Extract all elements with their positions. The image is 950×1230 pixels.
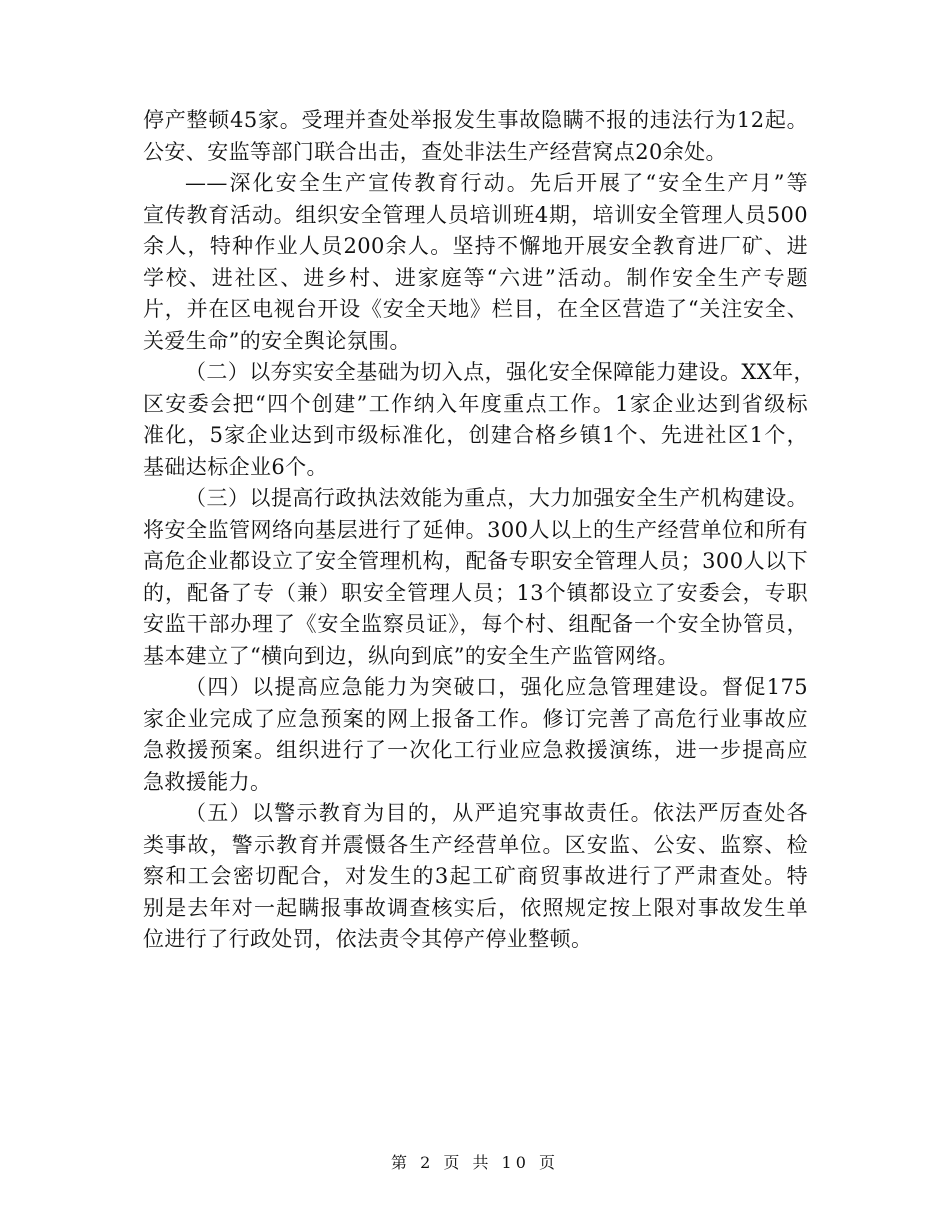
paragraph-5 (143, 672, 808, 798)
text-line: 别是去年对一起瞒报事故调查核实后，依照规定按上限对事故发生单 (143, 895, 808, 920)
text-line: 家企业完成了应急预案的网上报备工作。修订完善了高危行业事故应 (143, 706, 808, 731)
text-line: （五）以警示教育为目的，从严追究事故责任。依法严厉查处各 (185, 801, 808, 825)
text-line: 学校、进社区、进乡村、进家庭等“六进”活动。制作安全生产专题 (143, 265, 808, 290)
text-line: 关爱生命”的安全舆论氛围。 (143, 328, 411, 353)
text-line: 停产整顿45家。受理并查处举报发生事故隐瞒不报的违法行为12起。 (143, 108, 808, 132)
text-line: 宣传教育活动。组织安全管理人员培训班4期，培训安全管理人员500 (143, 202, 808, 227)
paragraph-3 (143, 357, 815, 483)
text-line: 安监干部办理了《安全监察员证》，每个村、组配备一个安全协管员， (143, 612, 808, 636)
text-line: 片，并在区电视台开设《安全天地》栏目，在全区营造了“关注安全、 (143, 297, 808, 321)
text-line: 基础达标企业6个。 (143, 454, 328, 479)
page-number-footer: 第 2 页 共 10 页 (391, 1153, 559, 1172)
document-body (143, 105, 815, 956)
text-line: 公安、安监等部门联合出击，查处非法生产经营窝点20余处。 (143, 139, 727, 164)
paragraph-4 (143, 483, 808, 672)
paragraph-1 (143, 105, 808, 168)
text-line: 察和工会密切配合，对发生的3起工矿商贸事故进行了严肃查处。特 (143, 864, 808, 888)
text-line: ——深化安全生产宣传教育行动。先后开展了“安全生产月”等 (185, 171, 808, 195)
text-line: 类事故，警示教育并震慑各生产经营单位。区安监、公安、监察、检 (143, 832, 808, 857)
text-line: 位进行了行政处罚，依法责令其停产停业整顿。 (143, 927, 593, 951)
text-line: 高危企业都设立了安全管理机构，配备专职安全管理人员；300人以下 (143, 549, 808, 573)
paragraph-6 (143, 798, 808, 956)
text-line: 急救援能力。 (143, 769, 272, 794)
text-line: 急救援预案。组织进行了一次化工行业应急救援演练，进一步提高应 (143, 738, 808, 762)
text-line: 准化，5家企业达到市级标准化，创建合格乡镇1个、先进社区1个， (143, 423, 808, 447)
text-line: 的，配备了专（兼）职安全管理人员；13个镇都设立了安委会，专职 (143, 580, 808, 605)
text-line: 余人，特种作业人员200余人。坚持不懈地开展安全教育进厂矿、进 (143, 234, 808, 258)
text-line: 基本建立了“横向到边，纵向到底”的安全生产监管网络。 (143, 643, 679, 668)
paragraph-2 (143, 168, 808, 357)
text-line: （四）以提高应急能力为突破口，强化应急管理建设。督促175 (185, 675, 808, 699)
text-line: 将安全监管网络向基层进行了延伸。300人以上的生产经营单位和所有 (143, 517, 808, 542)
text-line: 区安委会把“四个创建”工作纳入年度重点工作。1家企业达到省级标 (143, 391, 808, 416)
text-line: （三）以提高行政执法效能为重点，大力加强安全生产机构建设。 (185, 486, 808, 510)
text-line: （二）以夯实安全基础为切入点，强化安全保障能力建设。XX年， (185, 360, 815, 384)
